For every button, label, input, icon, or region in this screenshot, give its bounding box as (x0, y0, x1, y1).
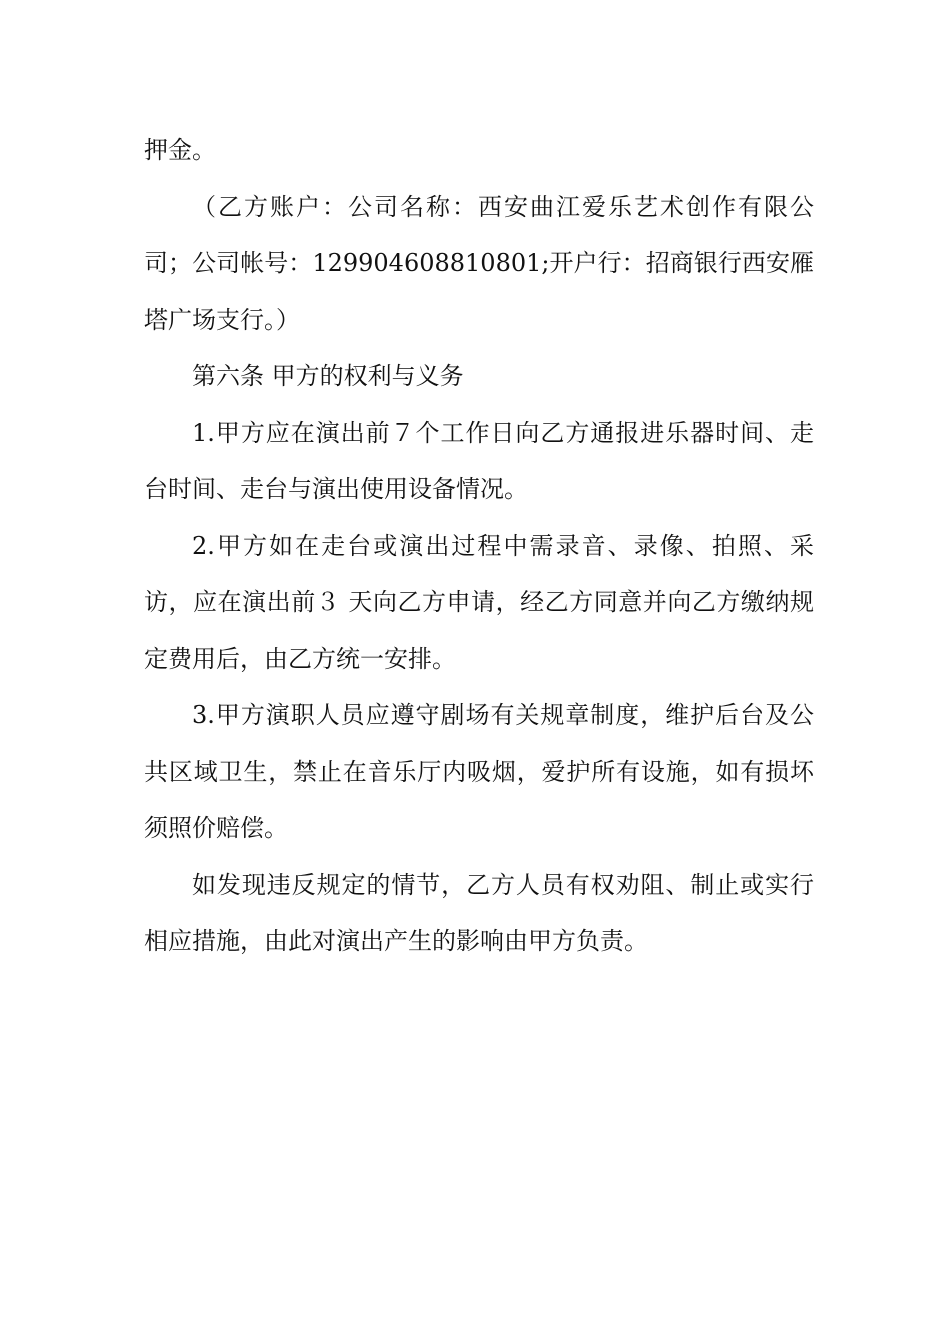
paragraph-clause-2: 2.甲方如在走台或演出过程中需录音、录像、拍照、采访，应在演出前３ 天向乙方申请，经乙方同意并向乙方缴纳规定费用后，由乙方统一安排。 (144, 531, 814, 673)
paragraph-party-b-account: （乙方账户：公司名称：西安曲江爱乐艺术创作有限公司；公司帐号：129904608810801;开户行：招商银行西安雁塔广场支行。） (144, 192, 814, 334)
paragraph-violation-note: 如发现违反规定的情节，乙方人员有权劝阻、制止或实行相应措施，由此对演出产生的影响由甲方负责。 (144, 870, 814, 955)
article-six-heading: 第六条 甲方的权利与义务 (192, 362, 464, 390)
paragraph-deposit-end: 押金。 (144, 136, 216, 164)
document-body (144, 122, 814, 970)
paragraph-clause-1: 1.甲方应在演出前７个工作日向乙方通报进乐器时间、走台时间、走台与演出使用设备情况。 (144, 418, 814, 503)
paragraph-clause-3: 3.甲方演职人员应遵守剧场有关规章制度，维护后台及公共区域卫生，禁止在音乐厅内吸烟，爱护所有设施，如有损坏须照价赔偿。 (144, 701, 814, 842)
